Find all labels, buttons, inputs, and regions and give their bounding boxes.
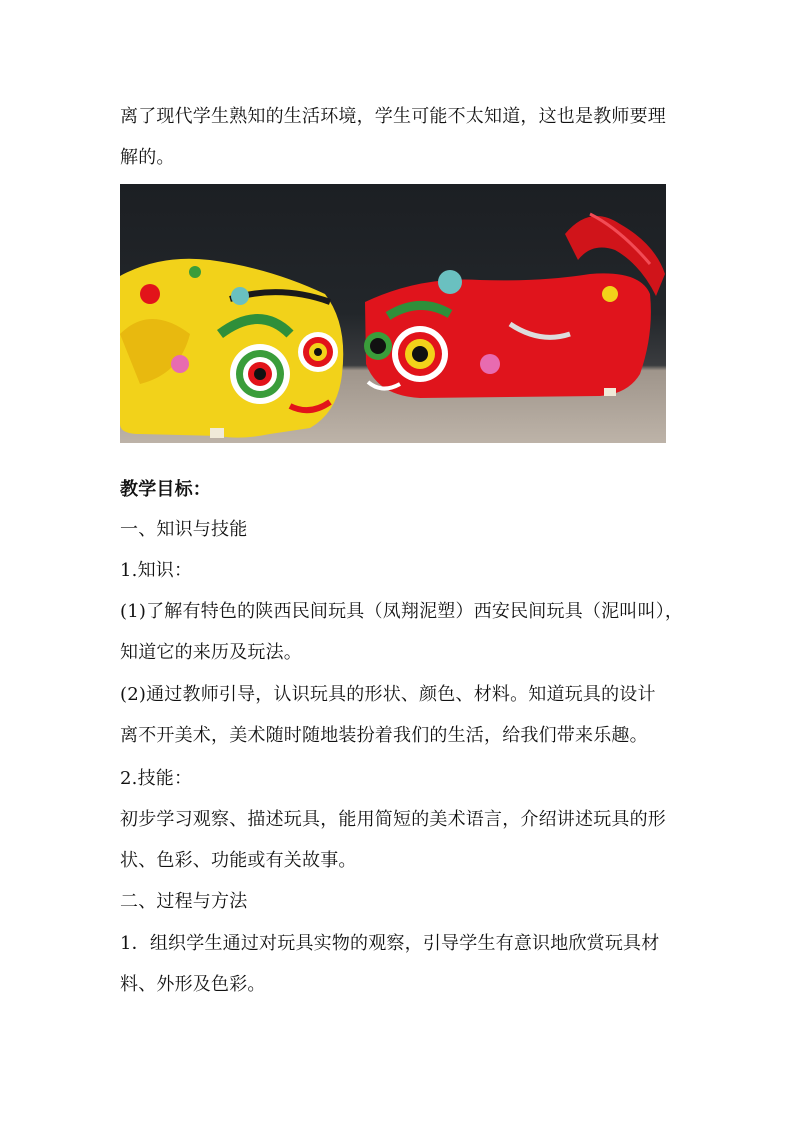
skill-line-1: 初步学习观察、描述玩具，能用简短的美术语言，介绍讲述玩具的形 <box>120 809 666 830</box>
objectives-heading: 教学目标： <box>120 479 211 500</box>
knowledge-item-1-line-2: 知道它的来历及玩法。 <box>120 642 302 663</box>
process-line-2: 料、外形及色彩。 <box>120 974 266 995</box>
tiger-toys-photo <box>120 184 666 443</box>
skill-label: 2.技能： <box>120 768 193 789</box>
red-tiger-figure <box>364 214 665 398</box>
knowledge-item-1-line-1: (1)了解有特色的陕西民间玩具（凤翔泥塑）西安民间玩具（泥叫叫）， <box>120 601 684 622</box>
skill-line-2: 状、色彩、功能或有关故事。 <box>120 850 357 871</box>
section-knowledge-skills: 一、知识与技能 <box>120 519 248 540</box>
knowledge-item-2-line-1: (2)通过教师引导，认识玩具的形状、颜色、材料。知道玩具的设计 <box>120 684 656 705</box>
section-process-methods: 二、过程与方法 <box>120 891 248 912</box>
process-line-1: 1．组织学生通过对玩具实物的观察，引导学生有意识地欣赏玩具材 <box>120 933 660 954</box>
yellow-tiger-figure <box>120 259 343 438</box>
intro-text-line-1: 离了现代学生熟知的生活环境，学生可能不太知道，这也是教师要理 <box>120 106 666 127</box>
knowledge-item-2-line-2: 离不开美术，美术随时随地装扮着我们的生活，给我们带来乐趣。 <box>120 725 648 746</box>
intro-text-line-2: 解的。 <box>120 147 175 168</box>
knowledge-label: 1.知识： <box>120 560 193 581</box>
